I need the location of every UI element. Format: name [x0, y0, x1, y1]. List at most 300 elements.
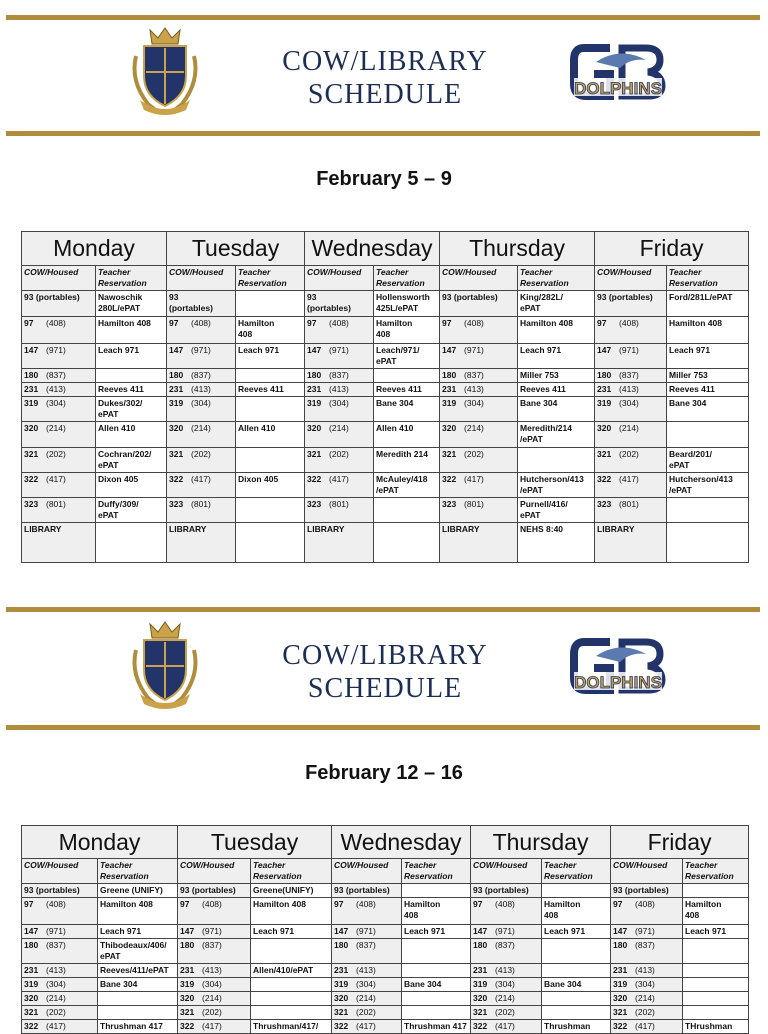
cart-room: (417)	[191, 474, 211, 484]
teacher-reservation-cell	[683, 1020, 749, 1034]
cart-number: 322	[169, 474, 184, 484]
cow-housed-cell	[22, 369, 96, 383]
teacher-reservation-cell	[251, 898, 332, 925]
teacher-reservation-subheader	[667, 266, 749, 291]
cow-housed-cell	[22, 523, 96, 563]
cart-number: 180	[169, 370, 184, 380]
teacher-reservation-cell	[236, 291, 305, 317]
subheader-line: Teacher	[253, 860, 286, 870]
table-row	[22, 523, 749, 563]
teacher-reservation-cell	[518, 498, 595, 523]
cow-housed-cell	[440, 422, 518, 448]
subheader-line: Teacher	[100, 860, 133, 870]
teacher-reservation-cell	[667, 498, 749, 523]
reservation-text: Reeves/411/ePAT	[100, 965, 169, 975]
teacher-reservation-cell	[236, 383, 305, 397]
cart-room: (801)	[464, 499, 484, 509]
cow-housed-subheader: COW/Housed	[167, 266, 236, 291]
teacher-reservation-cell	[518, 473, 595, 498]
teacher-reservation-cell	[96, 422, 167, 448]
cow-housed-cell	[178, 1006, 251, 1020]
teacher-reservation-cell	[518, 344, 595, 369]
cow-housed-cell	[22, 939, 98, 964]
teacher-reservation-cell	[402, 978, 471, 992]
cart-room: (304)	[464, 398, 484, 408]
week-title: February 12 – 16	[305, 762, 463, 784]
teacher-reservation-cell	[98, 925, 178, 939]
teacher-reservation-cell	[683, 925, 749, 939]
week-title: February 5 – 9	[316, 168, 452, 190]
teacher-reservation-cell	[98, 939, 178, 964]
reservation-text: Hamilton 408	[376, 318, 413, 339]
cow-housed-cell	[611, 925, 683, 939]
cow-housed-cell	[167, 317, 236, 344]
cow-housed-subheader: COW/Housed	[471, 859, 542, 884]
cow-housed-cell	[22, 1020, 98, 1034]
reservation-text: Miller 753	[669, 370, 708, 380]
cow-housed-cell	[22, 925, 98, 939]
cow-housed-cell	[167, 369, 236, 383]
teacher-reservation-cell	[518, 369, 595, 383]
cow-housed-cell	[595, 397, 667, 422]
teacher-reservation-cell	[251, 978, 332, 992]
cow-housed-cell	[611, 1006, 683, 1020]
cow-housed-cell	[305, 473, 374, 498]
teacher-reservation-subheader	[542, 859, 611, 884]
cow-housed-cell	[332, 884, 402, 898]
cart-number: 147	[24, 345, 39, 355]
teacher-reservation-cell	[667, 291, 749, 317]
cow-housed-cell	[595, 369, 667, 383]
reservation-text: Reeves 411	[376, 384, 422, 394]
cart-room: (801)	[329, 499, 349, 509]
teacher-reservation-cell	[542, 992, 611, 1006]
cart-number: 321	[473, 1007, 488, 1017]
teacher-reservation-cell	[98, 1006, 178, 1020]
cart-number: 97	[24, 318, 34, 328]
teacher-reservation-cell	[96, 383, 167, 397]
cart-room: (971)	[635, 926, 655, 936]
cart-label: LIBRARY	[169, 524, 207, 534]
teacher-reservation-subheader	[683, 859, 749, 884]
day-header-friday: Friday	[595, 232, 749, 266]
cow-housed-cell	[167, 422, 236, 448]
teacher-reservation-cell	[683, 964, 749, 978]
teacher-reservation-subheader	[251, 859, 332, 884]
cart-number: 180	[613, 940, 628, 950]
reservation-text: Leach 971	[520, 345, 562, 355]
cart-room: (304)	[619, 398, 639, 408]
teacher-reservation-cell	[374, 383, 440, 397]
cow-housed-cell	[305, 523, 374, 563]
reservation-text: Hutcherson/413 /ePAT	[669, 474, 733, 495]
cow-housed-cell	[22, 422, 96, 448]
cart-label: 93 (portables)	[473, 885, 529, 895]
teacher-reservation-cell	[96, 498, 167, 523]
cow-housed-cell	[471, 939, 542, 964]
cart-label: LIBRARY	[442, 524, 480, 534]
subheader-line: Teacher	[520, 267, 553, 277]
cow-housed-cell	[611, 964, 683, 978]
cart-label: 93 (portables)	[613, 885, 669, 895]
reservation-text: NEHS 8:40	[520, 524, 564, 534]
cow-housed-cell	[167, 523, 236, 563]
teacher-reservation-cell	[98, 964, 178, 978]
cart-number: 322	[180, 1021, 195, 1031]
cart-number: 322	[24, 1021, 39, 1031]
teacher-reservation-cell	[236, 473, 305, 498]
teacher-reservation-cell	[667, 317, 749, 344]
teacher-reservation-cell	[236, 448, 305, 473]
cart-room: (971)	[464, 345, 484, 355]
teacher-reservation-cell	[542, 925, 611, 939]
reservation-text: Leach 971	[238, 345, 280, 355]
teacher-reservation-cell	[683, 884, 749, 898]
teacher-reservation-cell	[667, 344, 749, 369]
cart-room: (214)	[635, 993, 655, 1003]
teacher-reservation-cell	[542, 884, 611, 898]
subheader-row	[22, 859, 749, 884]
cow-housed-cell	[167, 473, 236, 498]
cart-room: (837)	[356, 940, 376, 950]
dolphins-logo-icon	[570, 40, 666, 112]
reservation-text: Hamilton 408	[253, 899, 306, 909]
cow-housed-cell	[595, 383, 667, 397]
reservation-text: THrushman	[685, 1021, 733, 1031]
reservation-text: Purnell/416/ ePAT	[520, 499, 568, 520]
cow-housed-cell	[440, 523, 518, 563]
cart-number: 97	[613, 899, 623, 909]
teacher-reservation-cell	[402, 964, 471, 978]
cow-housed-cell	[22, 448, 96, 473]
cart-room: (202)	[329, 449, 349, 459]
table-row	[22, 383, 749, 397]
cart-number: 319	[473, 979, 488, 989]
cow-housed-cell	[178, 925, 251, 939]
reservation-text: Reeves 411	[98, 384, 144, 394]
cart-room: (202)	[356, 1007, 376, 1017]
cart-number: 320	[597, 423, 612, 433]
subheader-line: Reservation	[404, 871, 453, 881]
cow-housed-cell	[595, 448, 667, 473]
cart-room: (837)	[635, 940, 655, 950]
cart-room: (413)	[635, 965, 655, 975]
cart-room: (304)	[202, 979, 222, 989]
cart-room: (304)	[46, 979, 66, 989]
table-row	[22, 448, 749, 473]
cart-number: 321	[597, 449, 612, 459]
teacher-reservation-cell	[236, 344, 305, 369]
cart-number: 322	[334, 1021, 349, 1031]
cart-number: 97	[307, 318, 317, 328]
cart-number: 147	[180, 926, 195, 936]
cow-housed-subheader: COW/Housed	[305, 266, 374, 291]
cow-housed-cell	[305, 422, 374, 448]
day-header-monday: Monday	[22, 232, 167, 266]
cow-housed-cell	[305, 397, 374, 422]
cart-label: LIBRARY	[24, 524, 62, 534]
table-row	[22, 1020, 749, 1034]
svg-text:DOLPHINS: DOLPHINS	[574, 79, 662, 98]
cow-housed-cell	[167, 291, 236, 317]
teacher-reservation-cell	[374, 523, 440, 563]
cart-room: (413)	[619, 384, 639, 394]
teacher-reservation-cell	[518, 317, 595, 344]
cow-housed-cell	[178, 884, 251, 898]
teacher-reservation-cell	[518, 383, 595, 397]
cart-room: (413)	[46, 965, 66, 975]
cart-room: (417)	[635, 1021, 655, 1031]
teacher-reservation-cell	[402, 898, 471, 925]
cart-room: (971)	[329, 345, 349, 355]
schedule-table	[21, 825, 749, 1034]
cow-housed-cell	[595, 498, 667, 523]
cart-label: 93 (portables)	[169, 292, 213, 313]
cart-number: 180	[307, 370, 322, 380]
cart-room: (801)	[191, 499, 211, 509]
cart-room: (304)	[635, 979, 655, 989]
cart-room: (408)	[191, 318, 211, 328]
cart-room: (214)	[464, 423, 484, 433]
reservation-text: Hollensworth 425L/ePAT	[376, 292, 430, 313]
cow-housed-cell	[22, 898, 98, 925]
header-title-line2: SCHEDULE	[307, 79, 463, 110]
day-header-wednesday: Wednesday	[332, 826, 471, 859]
cart-room: (202)	[191, 449, 211, 459]
cart-room: (413)	[495, 965, 515, 975]
cow-housed-cell	[471, 1006, 542, 1020]
cow-housed-cell	[167, 344, 236, 369]
table-row	[22, 992, 749, 1006]
cow-housed-cell	[471, 964, 542, 978]
cart-room: (202)	[495, 1007, 515, 1017]
teacher-reservation-cell	[667, 422, 749, 448]
cart-room: (417)	[619, 474, 639, 484]
cart-number: 231	[473, 965, 488, 975]
cart-number: 322	[307, 474, 322, 484]
cart-room: (214)	[202, 993, 222, 1003]
cart-number: 323	[442, 499, 457, 509]
teacher-reservation-cell	[374, 369, 440, 383]
reservation-text: Bane 304	[100, 979, 138, 989]
cart-room: (971)	[495, 926, 515, 936]
cow-housed-cell	[471, 978, 542, 992]
teacher-reservation-cell	[542, 939, 611, 964]
cow-housed-subheader: COW/Housed	[440, 266, 518, 291]
reservation-text: Leach 971	[98, 345, 140, 355]
teacher-reservation-subheader	[402, 859, 471, 884]
cart-number: 320	[442, 423, 457, 433]
cow-housed-cell	[167, 448, 236, 473]
reservation-text: Allen 410	[376, 423, 414, 433]
cow-housed-cell	[471, 884, 542, 898]
subheader-line: Reservation	[669, 278, 718, 288]
reservation-text: Leach 971	[669, 345, 711, 355]
teacher-reservation-cell	[98, 898, 178, 925]
cart-number: 180	[597, 370, 612, 380]
cart-room: (413)	[464, 384, 484, 394]
reservation-text: Hamilton 408	[669, 318, 722, 328]
reservation-text: Beard/201/ ePAT	[669, 449, 713, 470]
teacher-reservation-cell	[96, 523, 167, 563]
cow-housed-cell	[332, 939, 402, 964]
cow-housed-cell	[305, 383, 374, 397]
cart-number: 97	[442, 318, 452, 328]
cart-number: 321	[24, 1007, 39, 1017]
cow-housed-subheader: COW/Housed	[595, 266, 667, 291]
cart-number: 320	[307, 423, 322, 433]
cart-number: 180	[24, 370, 39, 380]
teacher-reservation-subheader	[374, 266, 440, 291]
cart-room: (214)	[46, 423, 66, 433]
cart-number: 180	[180, 940, 195, 950]
cow-housed-cell	[471, 992, 542, 1006]
cart-number: 231	[180, 965, 195, 975]
teacher-reservation-cell	[96, 291, 167, 317]
cart-room: (971)	[356, 926, 376, 936]
cart-label: 93 (portables)	[24, 885, 80, 895]
cart-room: (417)	[46, 1021, 66, 1031]
teacher-reservation-cell	[542, 978, 611, 992]
cow-housed-subheader: COW/Housed	[611, 859, 683, 884]
teacher-reservation-cell	[402, 939, 471, 964]
cart-number: 322	[613, 1021, 628, 1031]
reservation-text: Bane 304	[669, 398, 707, 408]
cart-number: 322	[473, 1021, 488, 1031]
cart-number: 231	[442, 384, 457, 394]
cow-housed-cell	[440, 473, 518, 498]
cow-housed-cell	[332, 925, 402, 939]
cart-number: 97	[180, 899, 190, 909]
table-row	[22, 964, 749, 978]
cart-number: 180	[442, 370, 457, 380]
teacher-reservation-cell	[96, 369, 167, 383]
cow-housed-subheader: COW/Housed	[22, 266, 96, 291]
reservation-text: Leach 971	[685, 926, 727, 936]
cart-room: (801)	[619, 499, 639, 509]
teacher-reservation-subheader	[518, 266, 595, 291]
schedule-table	[21, 231, 749, 563]
cart-room: (304)	[495, 979, 515, 989]
table-row	[22, 422, 749, 448]
teacher-reservation-cell	[683, 939, 749, 964]
teacher-reservation-cell	[236, 523, 305, 563]
cart-number: 320	[473, 993, 488, 1003]
reservation-text: Miller 753	[520, 370, 559, 380]
cart-number: 321	[334, 1007, 349, 1017]
cow-housed-cell	[305, 317, 374, 344]
teacher-reservation-subheader	[98, 859, 178, 884]
svg-text:DOLPHINS: DOLPHINS	[574, 673, 662, 692]
cart-number: 231	[169, 384, 184, 394]
cart-room: (837)	[495, 940, 515, 950]
teacher-reservation-cell	[251, 1006, 332, 1020]
cart-room: (837)	[202, 940, 222, 950]
subheader-line: Reservation	[238, 278, 287, 288]
cow-housed-cell	[440, 344, 518, 369]
cart-number: 323	[24, 499, 39, 509]
cow-housed-cell	[595, 422, 667, 448]
subheader-line: Teacher	[544, 860, 577, 870]
teacher-reservation-cell	[236, 317, 305, 344]
teacher-reservation-cell	[402, 1020, 471, 1034]
cart-room: (413)	[202, 965, 222, 975]
cow-housed-cell	[440, 448, 518, 473]
cow-housed-cell	[22, 978, 98, 992]
cart-room: (417)	[46, 474, 66, 484]
cart-number: 320	[24, 423, 39, 433]
cart-room: (417)	[329, 474, 349, 484]
cow-housed-cell	[22, 473, 96, 498]
cart-room: (214)	[191, 423, 211, 433]
reservation-text: Hamilton 408	[98, 318, 151, 328]
subheader-line: Teacher	[376, 267, 409, 277]
reservation-text: Dixon 405	[238, 474, 279, 484]
cart-number: 321	[24, 449, 39, 459]
cart-number: 322	[442, 474, 457, 484]
cart-number: 147	[473, 926, 488, 936]
subheader-line: Reservation	[253, 871, 302, 881]
cart-label: 93 (portables)	[334, 885, 390, 895]
reservation-text: Allen 410	[238, 423, 276, 433]
cow-housed-cell	[471, 898, 542, 925]
table-row	[22, 884, 749, 898]
teacher-reservation-cell	[96, 448, 167, 473]
cart-room: (837)	[619, 370, 639, 380]
cart-room: (214)	[329, 423, 349, 433]
teacher-reservation-subheader	[236, 266, 305, 291]
reservation-text: Greene (UNIFY)	[100, 885, 163, 895]
teacher-reservation-cell	[518, 397, 595, 422]
reservation-text: Hamilton 408	[238, 318, 275, 339]
cart-number: 147	[169, 345, 184, 355]
reservation-text: Duffy/309/ ePAT	[98, 499, 139, 520]
cow-housed-subheader: COW/Housed	[178, 859, 251, 884]
teacher-reservation-cell	[667, 448, 749, 473]
cart-number: 322	[597, 474, 612, 484]
cart-room: (837)	[46, 940, 66, 950]
reservation-text: Allen/410/ePAT	[253, 965, 314, 975]
cart-number: 231	[597, 384, 612, 394]
cow-housed-cell	[178, 939, 251, 964]
day-header-tuesday: Tuesday	[178, 826, 332, 859]
cart-number: 147	[307, 345, 322, 355]
subheader-row	[22, 266, 749, 291]
cart-number: 147	[442, 345, 457, 355]
reservation-text: Meredith 214	[376, 449, 428, 459]
cow-housed-cell	[332, 964, 402, 978]
cart-room: (971)	[46, 926, 66, 936]
teacher-reservation-cell	[402, 1006, 471, 1020]
cart-room: (202)	[202, 1007, 222, 1017]
reservation-text: Meredith/214 /ePAT	[520, 423, 572, 444]
reservation-text: Hamilton 408	[100, 899, 153, 909]
cart-room: (413)	[191, 384, 211, 394]
teacher-reservation-cell	[667, 473, 749, 498]
cart-number: 319	[24, 398, 39, 408]
cart-room: (408)	[619, 318, 639, 328]
teacher-reservation-cell	[98, 992, 178, 1006]
cart-room: (417)	[495, 1021, 515, 1031]
subheader-line: Reservation	[376, 278, 425, 288]
reservation-text: Reeves 411	[238, 384, 284, 394]
teacher-reservation-cell	[374, 448, 440, 473]
cart-room: (202)	[46, 1007, 66, 1017]
teacher-reservation-cell	[402, 884, 471, 898]
cart-number: 320	[613, 993, 628, 1003]
header-title-line1: COW/LIBRARY	[282, 46, 488, 77]
day-header-tuesday: Tuesday	[167, 232, 305, 266]
